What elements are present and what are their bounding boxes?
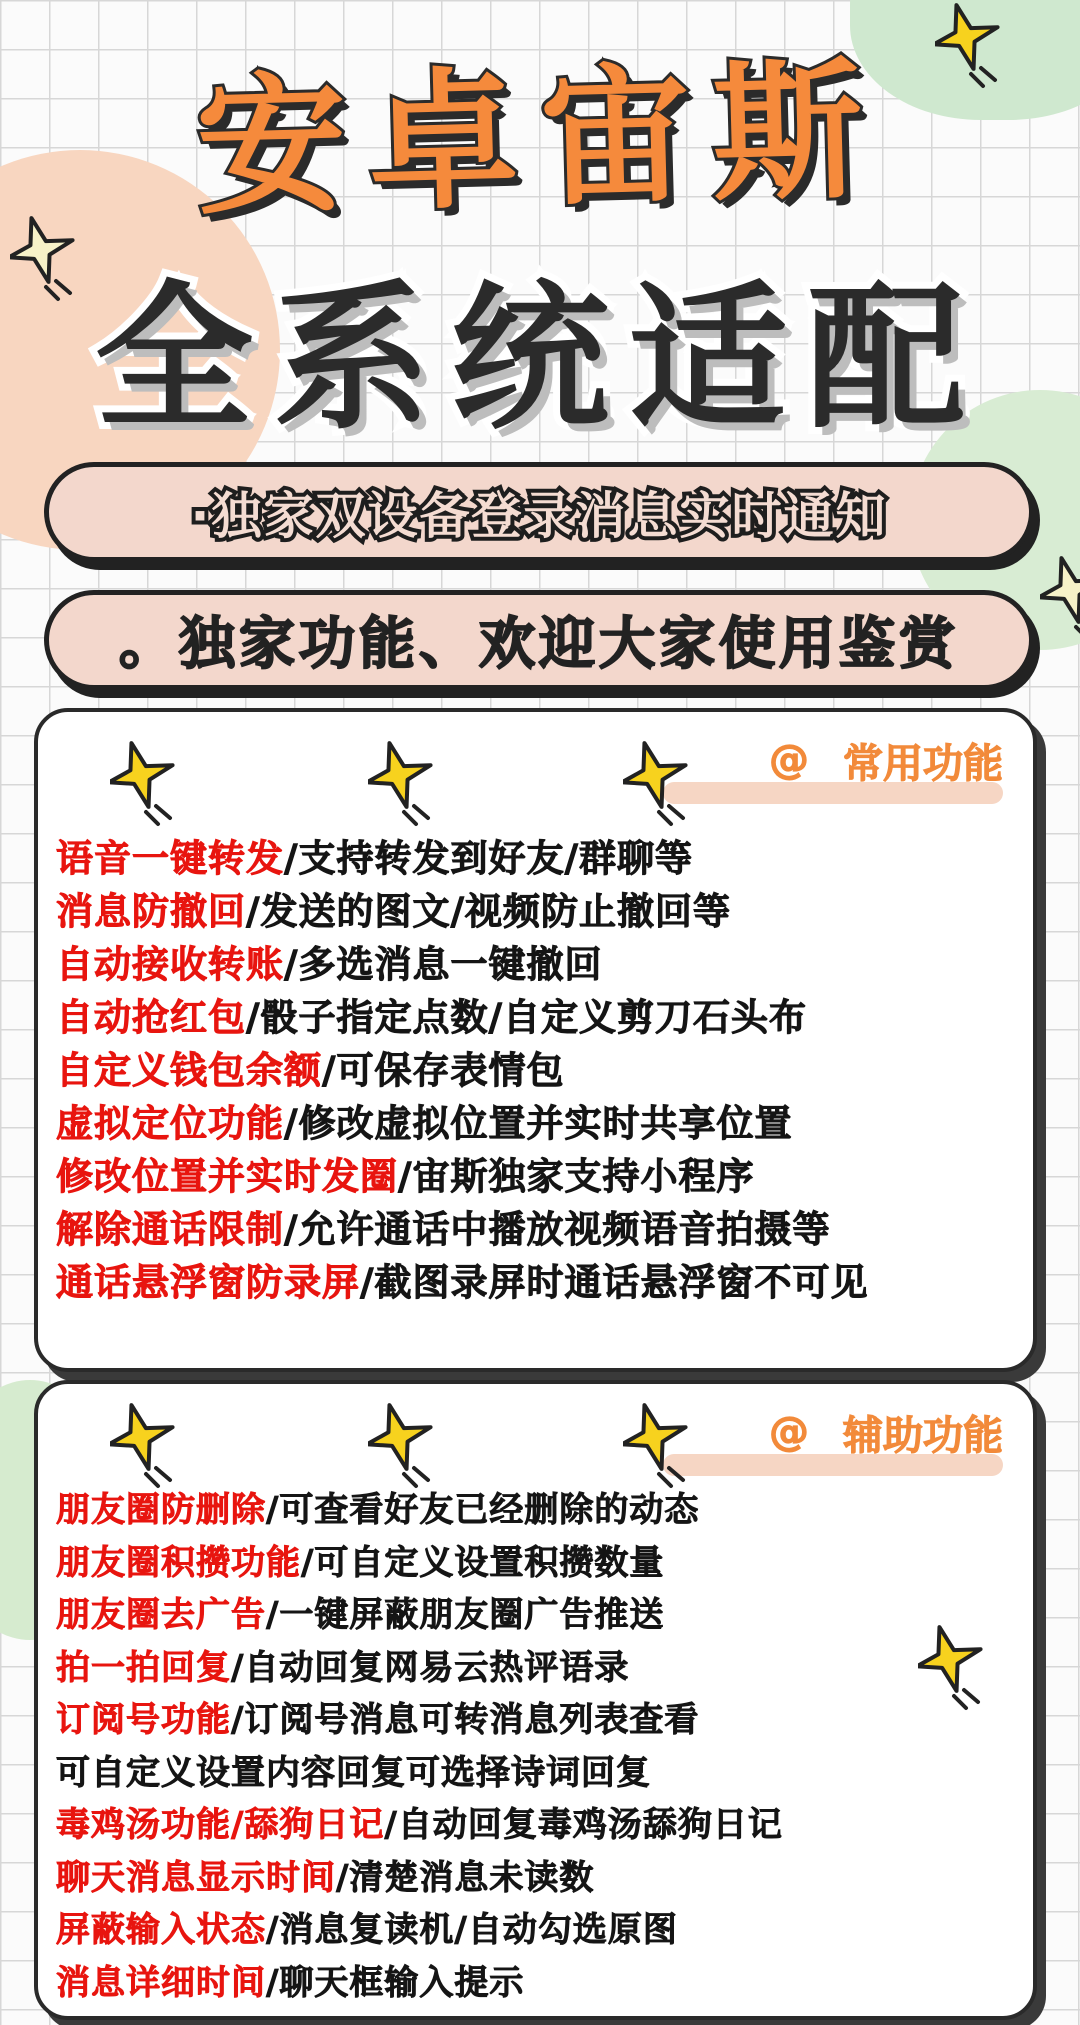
sparkle-star-icon <box>918 1624 988 1714</box>
section-title: 辅助功能 <box>843 1412 1003 1459</box>
feature-desc: /截图录屏时通话悬浮窗不可见 <box>360 1261 869 1304</box>
feature-desc: /可保存表情包 <box>322 1049 565 1092</box>
feature-desc: /宙斯独家支持小程序 <box>398 1155 755 1198</box>
list-item <box>56 1537 1023 1590</box>
list-item <box>56 1589 1023 1642</box>
list-item <box>56 1904 1023 1957</box>
feature-desc: /聊天框输入提示 <box>266 1962 525 2003</box>
feature-name: 朋友圈去广告 <box>56 1595 266 1635</box>
sparkle-star-icon <box>110 1402 180 1492</box>
feature-name: 订阅号功能 <box>56 1700 231 1740</box>
feature-desc: /修改虚拟位置并实时共享位置 <box>284 1102 793 1145</box>
feature-list <box>56 1484 1023 2009</box>
list-item <box>56 1097 1023 1150</box>
section-title: 常用功能 <box>843 740 1003 787</box>
feature-name: 通话悬浮窗防录屏 <box>56 1261 360 1304</box>
feature-name: 毒鸡汤功能/舔狗日记 <box>56 1805 385 1845</box>
sparkle-star-icon <box>623 740 693 830</box>
feature-name: 聊天消息显示时间 <box>56 1857 336 1898</box>
list-item <box>56 1747 1023 1800</box>
feature-desc: /允许通话中播放视频语音拍摄等 <box>284 1208 831 1251</box>
list-item <box>56 1203 1023 1256</box>
assist-features-card <box>34 1380 1037 2020</box>
section-heading <box>663 734 1003 786</box>
feature-desc: 可自定义设置内容回复可选择诗词回复 <box>56 1752 651 1793</box>
list-item <box>56 1044 1023 1097</box>
list-item <box>56 1642 1023 1695</box>
sub-title: 全系统适配 <box>95 267 985 451</box>
feature-name: 自定义钱包余额 <box>56 1049 322 1092</box>
list-item <box>56 991 1023 1044</box>
feature-desc: /一键屏蔽朋友圈广告推送 <box>266 1595 665 1635</box>
feature-name: 消息防撤回 <box>56 890 246 933</box>
feature-banner-2: 。独家功能、欢迎大家使用鉴赏 <box>44 590 1034 690</box>
at-symbol: @ <box>769 1409 809 1455</box>
feature-desc: /可查看好友已经删除的动态 <box>266 1490 700 1530</box>
list-item <box>56 938 1023 991</box>
sparkle-star-icon <box>623 1402 693 1492</box>
main-title: 安卓宙斯 <box>194 44 887 236</box>
feature-banner-1: ·独家双设备登录消息实时通知 <box>44 462 1034 562</box>
feature-name: 解除通话限制 <box>56 1208 284 1251</box>
sparkle-star-icon <box>368 740 438 830</box>
list-item <box>56 1852 1023 1905</box>
feature-desc: /可自定义设置积攒数量 <box>301 1542 665 1583</box>
at-symbol: @ <box>769 737 809 783</box>
feature-name: 虚拟定位功能 <box>56 1102 284 1145</box>
feature-name: 消息详细时间 <box>56 1962 266 2003</box>
feature-desc: /消息复读机/自动勾选原图 <box>266 1910 678 1950</box>
list-item <box>56 832 1023 885</box>
feature-name: 自动接收转账 <box>56 943 284 986</box>
feature-desc: /清楚消息未读数 <box>336 1857 595 1898</box>
list-item <box>56 885 1023 938</box>
feature-name: 拍一拍回复 <box>56 1647 231 1688</box>
list-item <box>56 1799 1023 1852</box>
sparkle-star-icon <box>935 2 1005 92</box>
common-features-card <box>34 708 1037 1372</box>
feature-desc: /骰子指定点数/自定义剪刀石头布 <box>246 996 808 1039</box>
feature-desc: /发送的图文/视频防止撤回等 <box>246 890 732 933</box>
feature-desc: /多选消息一键撤回 <box>284 943 603 986</box>
feature-desc: /自动回复网易云热评语录 <box>231 1647 630 1688</box>
list-item <box>56 1484 1023 1537</box>
feature-desc: /订阅号消息可转消息列表查看 <box>231 1700 700 1740</box>
sparkle-star-icon <box>110 740 180 830</box>
list-item <box>56 1150 1023 1203</box>
feature-desc: /自动回复毒鸡汤舔狗日记 <box>384 1805 783 1845</box>
feature-name: 修改位置并实时发圈 <box>56 1155 398 1198</box>
feature-list <box>56 832 1023 1309</box>
list-item <box>56 1256 1023 1309</box>
section-heading <box>663 1406 1003 1458</box>
sparkle-star-icon <box>1040 555 1080 645</box>
list-item <box>56 1957 1023 2010</box>
feature-name: 自动抢红包 <box>56 996 246 1039</box>
feature-name: 朋友圈防删除 <box>56 1490 266 1530</box>
sparkle-star-icon <box>10 215 80 305</box>
feature-name: 朋友圈积攒功能 <box>56 1542 301 1583</box>
sparkle-star-icon <box>368 1402 438 1492</box>
feature-desc: /支持转发到好友/群聊等 <box>284 837 694 880</box>
list-item <box>56 1694 1023 1747</box>
feature-name: 语音一键转发 <box>56 837 284 880</box>
feature-name: 屏蔽输入状态 <box>56 1910 266 1950</box>
